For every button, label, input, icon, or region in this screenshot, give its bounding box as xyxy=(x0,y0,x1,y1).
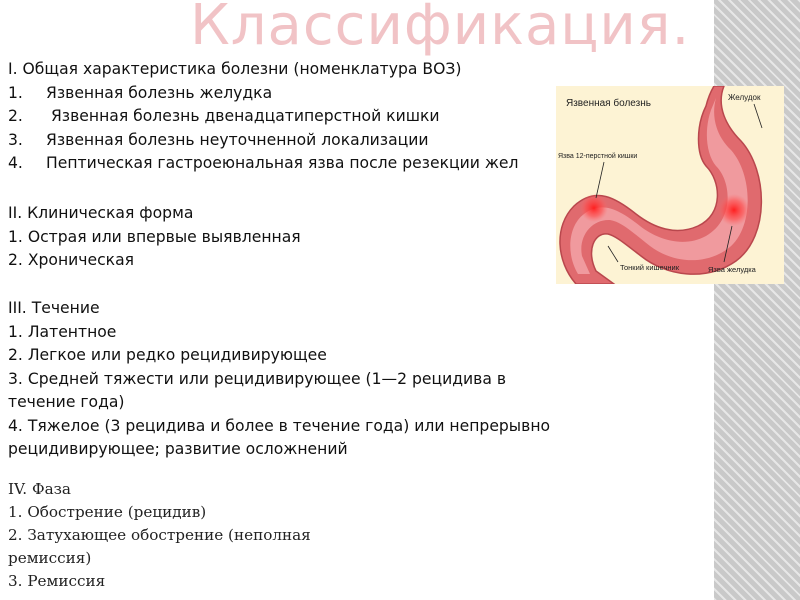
section-clinical-form xyxy=(8,202,301,273)
list-item: 1. Язвенная болезнь желудка xyxy=(8,83,273,102)
list-item: рецидивирующее; развитие осложнений xyxy=(8,440,348,458)
label-stomach: Желудок xyxy=(728,93,761,102)
list-item: 3. Средней тяжести или рецидивирующее (1—2 рецидива в xyxy=(8,369,507,388)
label-stomach-ulcer: Язва желудка xyxy=(708,265,756,274)
list-item: 1. Латентное xyxy=(8,322,117,341)
slide-title: Классификация. xyxy=(190,0,691,58)
section-phase xyxy=(8,478,311,593)
stomach-ulcer-mark xyxy=(718,194,750,226)
list-item: 1. Острая или впервые выявленная xyxy=(8,227,301,246)
list-item: 4. Тяжелое (3 рецидива и более в течение года) или непрерывно xyxy=(8,416,551,435)
label-duodenal-ulcer: Язва 12-перстной кишки xyxy=(558,153,638,160)
list-item: 2. Язвенная болезнь двенадцатиперстной кишки xyxy=(8,107,440,125)
list-item: 3. Ремиссия xyxy=(8,572,106,590)
list-item: ремиссия) xyxy=(8,549,92,567)
stomach-illustration xyxy=(556,86,784,284)
list-item: 1. Обострение (рецидив) xyxy=(8,503,207,521)
list-item: 3. Язвенная болезнь неуточненной локализации xyxy=(8,130,429,149)
section-who xyxy=(8,58,518,176)
list-item: течение года) xyxy=(8,393,125,411)
section-course xyxy=(8,297,550,462)
section-heading: II. Клиническая форма xyxy=(8,204,194,222)
label-disease: Язвенная болезнь xyxy=(566,98,651,109)
section-heading: I. Общая характеристика болезни (номенклатура ВОЗ) xyxy=(8,60,462,78)
label-small-intestine: Тонкий кишечник xyxy=(620,263,679,272)
section-heading: IV. Фаза xyxy=(8,480,71,498)
list-item: 2. Легкое или редко рецидивирующее xyxy=(8,346,327,364)
list-item: 4. Пептическая гастроеюнальная язва после резекции жел xyxy=(8,154,519,172)
list-item: 2. Хроническая xyxy=(8,251,135,269)
list-item: 2. Затухающее обострение (неполная xyxy=(8,526,311,544)
stomach-diagram xyxy=(556,86,784,284)
duodenal-ulcer-mark xyxy=(580,194,608,222)
section-heading: III. Течение xyxy=(8,299,100,317)
